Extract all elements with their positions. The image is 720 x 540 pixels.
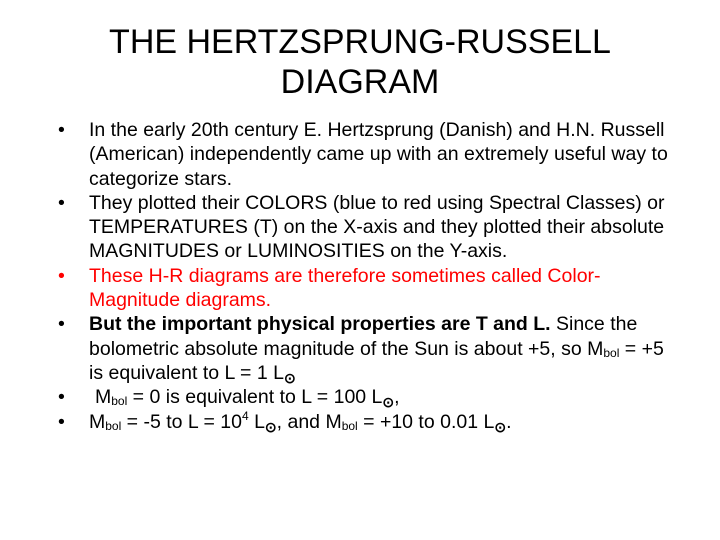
bullet-text-tail: = +5 is equivalent to L = 1 L <box>89 337 664 384</box>
superscript-exponent: 4 <box>241 408 249 423</box>
bullet-text-l: L <box>248 410 265 433</box>
bullet-dot: • <box>58 264 65 287</box>
bullet-text: = 0 is equivalent to L = 100 L <box>127 386 383 409</box>
subscript-bol: bol <box>105 418 122 433</box>
subscript-bol: bol <box>603 345 620 360</box>
bullet-text-end: . <box>506 410 512 433</box>
bullet-text-and: , and M <box>276 410 342 433</box>
bullet-dot: • <box>58 410 65 433</box>
bullet-item: • But the important physical properties are T and L. Since the bolometric absolute magnitude of the Sun is about +5, so Mbol = +5 is equivalent to L = 1 L⊙ <box>58 313 664 386</box>
bullet-dot: • <box>58 191 65 214</box>
title-line-1: THE HERTZSPRUNG-RUSSELL <box>109 23 611 61</box>
bullet-item: • Mbol = 0 is equivalent to L = 100 L⊙, <box>58 386 400 411</box>
bullet-dot: • <box>58 119 65 141</box>
bullet-dot: • <box>58 313 65 336</box>
subscript-bol: bol <box>111 394 128 409</box>
bullet-item <box>58 118 678 191</box>
bullet-text-end: , <box>394 386 400 409</box>
bullet-bold-text: But the important physical properties are T and L. <box>89 313 551 336</box>
bullet-text-tail: = +10 to 0.01 L <box>357 410 495 433</box>
bullet-item-highlight <box>58 264 678 313</box>
magnitude-m: M <box>95 386 112 409</box>
bullet-item: • Mbol = -5 to $L = 10^4$ L⊙, and Mbol = +10 to 0.01 L⊙. <box>58 408 512 435</box>
magnitude-m: M <box>89 410 106 433</box>
bullet-list <box>58 118 678 434</box>
bullet-text: They plotted their COLORS (blue to red using Spectral Classes) or TEMPERATURES (T) on the X-axis and they plotted their absolute MAGNITUDES or LUMINOSITIES on the Y-axis. <box>89 191 665 263</box>
bullet-item <box>58 191 678 264</box>
bullet-dot: • <box>58 386 65 409</box>
subscript-bol: bol <box>341 418 358 433</box>
bullet-text: = -5 to L = 10 <box>121 410 242 433</box>
bullet-text: Since the bolometric absolute magnitude of the Sun is about +5, so M <box>89 313 638 360</box>
bullet-text: These H-R diagrams are therefore sometimes called Color-Magnitude diagrams. <box>89 264 601 312</box>
title-line-2: DIAGRAM <box>280 63 440 101</box>
slide-title <box>0 22 720 102</box>
bullet-text: In the early 20th century E. Hertzsprung (Danish) and H.N. Russell (American) independently came up with an extremely useful way to categorize stars. <box>89 119 668 190</box>
